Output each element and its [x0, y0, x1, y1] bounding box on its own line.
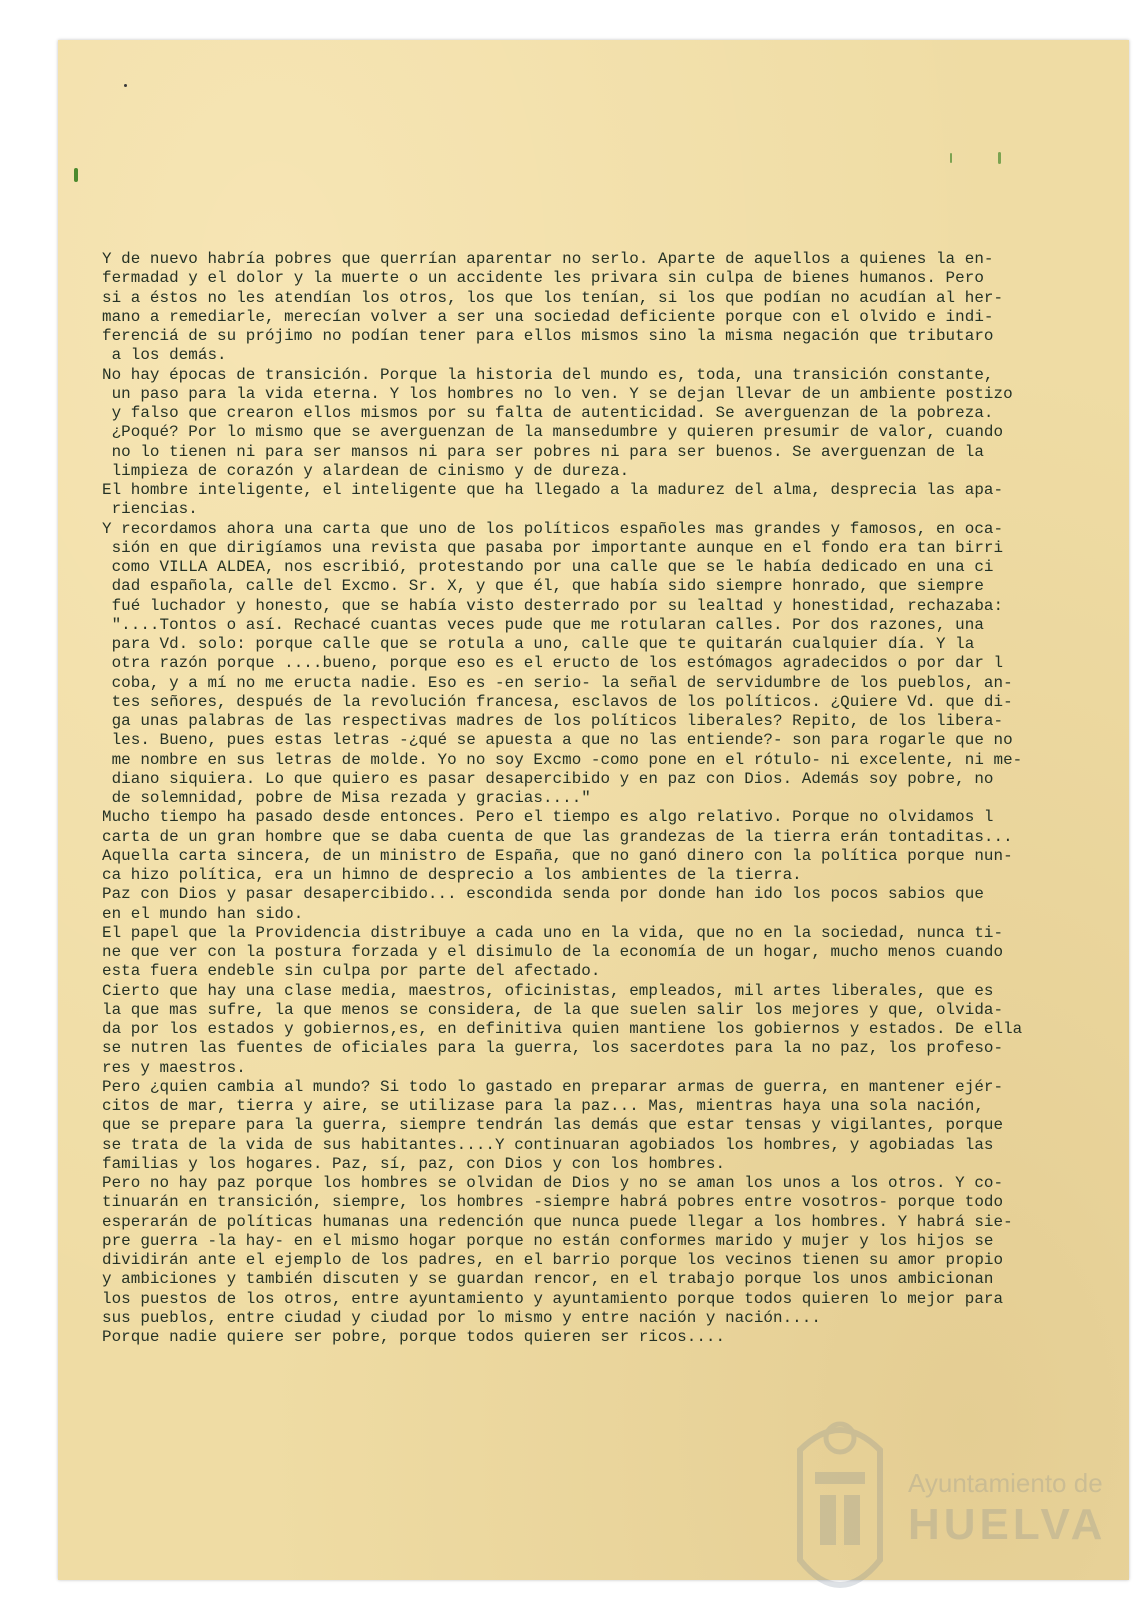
text-line: que se prepare para la guerra, siempre tendrán las demás que estar tensas y vigilantes, porque [102, 1116, 1004, 1135]
text-line: dad española, calle del Excmo. Sr. X, y que él, que había sido siempre honrado, que siempre [102, 577, 984, 596]
text-line: citos de mar, tierra y aire, se utilizase para la paz... Mas, mientras haya una sola nación, [102, 1097, 984, 1115]
ayuntamiento-watermark [780, 1410, 1110, 1610]
text-line: a los demás. [102, 346, 227, 365]
green-ink-mark [74, 168, 78, 182]
text-line: y falso que crearon ellos mismos por su falta de autenticidad. Se averguenzan de la pobreza. [102, 404, 994, 422]
text-line: fué luchador y honesto, que se había visto desterrado por su lealtad y honestidad, rechazaba: [102, 596, 1004, 615]
text-line: de solemnidad, pobre de Misa rezada y gracias...." [102, 789, 591, 807]
watermark-line-2: HUELVA [908, 1500, 1107, 1549]
text-line: Aquella carta sincera, de un ministro de España, que no ganó dinero con la política porque nun- [102, 846, 1013, 865]
text-line: carta de un gran hombre que se daba cuenta de que las grandezas de la tierra erán tontaditas... [102, 827, 1013, 846]
text-line: y ambiciones y también discuten y se guardan rencor, en el trabajo porque los unos ambicionan [102, 1270, 994, 1289]
text-line: diano siquiera. Lo que quiero es pasar desapercibido y en paz con Dios. Además soy pobre, no [102, 769, 994, 788]
text-line: mano a remediarle, merecían volver a ser una sociedad deficiente porque con el olvido e indi- [102, 307, 994, 326]
text-line: tinuarán en transición, siempre, los hombres -siempre habrá pobres entre vosotros- porque todo [102, 1193, 1004, 1212]
text-line: esta fuera endeble sin culpa por parte del afectado. [102, 962, 601, 981]
text-line: Pero no hay paz porque los hombres se olvidan de Dios y no se aman los unos a los otros. Y co- [102, 1174, 1004, 1192]
text-line: ferenciá de su prójimo no podían tener para ellos mismos sino la misma negación que tributaro [102, 327, 994, 345]
text-line: Porque nadie quiere ser pobre, porque todos quieren ser ricos.... [102, 1328, 726, 1346]
text-line: res y maestros. [102, 1058, 246, 1077]
text-line: pre guerra -la hay- en el mismo hogar porque no están conformes marido y mujer y los hijos se [102, 1231, 994, 1250]
text-line: se nutren las fuentes de oficiales para la guerra, los sacerdotes para la no paz, los profeso- [102, 1039, 1004, 1058]
text-line: sus pueblos, entre ciudad y ciudad por lo mismo y entre nación y nación.... [102, 1308, 821, 1327]
text-line: Y recordamos ahora una carta que uno de los políticos españoles mas grandes y famosos, en oca- [102, 519, 1004, 538]
text-line: como VILLA ALDEA, nos escribió, protestando por una calle que se le había dedicado en una ci [102, 558, 994, 576]
text-line: limpieza de corazón y alardean de cinismo y de dureza. [102, 461, 630, 480]
text-line: da por los estados y gobiernos,es, en definitiva quien mantiene los gobiernos y estados. De ella [102, 1020, 1023, 1038]
text-line: se trata de la vida de sus habitantes....Y continuaran agobiados los hombres, y agobiadas las [102, 1135, 994, 1154]
text-line: ga unas palabras de las respectivas madres de los políticos liberales? Repito, de los libera- [102, 712, 1004, 730]
text-line: sión en que dirigíamos una revista que pasaba por importante aunque en el fondo era tan birri [102, 538, 1004, 557]
text-line: les. Bueno, pues estas letras -¿qué se apuesta a que no las entiende?- son para rogarle que no [102, 731, 1013, 750]
paper-sheet [58, 40, 1129, 1580]
text-line: ¿Poqué? Por lo mismo que se averguenzan de la mansedumbre y quieren presumir de valor, cuando [102, 423, 1004, 442]
text-line: ca hizo política, era un himno de desprecio a los ambientes de la tierra. [102, 866, 802, 884]
text-line: tes señores, después de la revolución francesa, esclavos de los políticos. ¿Quiere Vd. que di- [102, 692, 1013, 711]
text-line: la que mas sufre, la que menos se considera, de la que suelen salir los mejores y que, olvida- [102, 1000, 1004, 1019]
text-line: Paz con Dios y pasar desapercibido... escondida senda por donde han ido los pocos sabios que [102, 885, 984, 904]
text-line: No hay épocas de transición. Porque la historia del mundo es, toda, una transición constante, [102, 365, 994, 384]
green-ink-mark [124, 84, 127, 87]
text-line: me nombre en sus letras de molde. Yo no soy Excmo -como pone en el rótulo- ni excelente, ni me- [102, 750, 1023, 769]
text-line: fermadad y el dolor y la muerte o un accidente les privara sin culpa de bienes humanos. Pero [102, 269, 984, 288]
green-ink-mark [998, 152, 1001, 164]
text-line: los puestos de los otros, entre ayuntamiento y ayuntamiento porque todos quieren lo mejor para [102, 1289, 1004, 1308]
text-line: esperarán de políticas humanas una redención que nunca puede llegar a los hombres. Y habrá sie- [102, 1212, 1013, 1231]
text-line: si a éstos no les atendían los otros, los que los tenían, si los que podían no acudían al her- [102, 288, 1004, 307]
text-line: dividirán ante el ejemplo de los padres, en el barrio porque los vecinos tienen su amor propio [102, 1251, 1004, 1269]
watermark-line-1: Ayuntamiento de [908, 1468, 1103, 1498]
text-line: Cierto que hay una clase media, maestros, oficinistas, empleados, mil artes liberales, que es [102, 981, 994, 1000]
text-line: El hombre inteligente, el inteligente que ha llegado a la madurez del alma, desprecia las apa- [102, 481, 1004, 499]
text-line: otra razón porque ....bueno, porque eso es el eructo de los estómagos agradecidos o por dar l [102, 654, 1004, 673]
text-line: Y de nuevo habría pobres que querrían aparentar no serlo. Aparte de aquellos a quienes la en- [102, 250, 994, 268]
coat-of-arms-icon [780, 1410, 900, 1610]
text-line: familias y los hogares. Paz, sí, paz, con Dios y con los hombres. [102, 1154, 726, 1173]
text-line: Pero ¿quien cambia al mundo? Si todo lo gastado en preparar armas de guerra, en mantener ejér- [102, 1077, 1004, 1096]
text-line: Mucho tiempo ha pasado desde entonces. Pero el tiempo es algo relativo. Porque no olvidamos l [102, 808, 994, 827]
text-line: coba, y a mí no me eructa nadie. Eso es -en serio- la señal de servidumbre de los pueblos, an- [102, 673, 1013, 692]
text-line: El papel que la Providencia distribuye a cada uno en la vida, que no en la sociedad, nunca ti- [102, 923, 1004, 942]
text-line: "....Tontos o así. Rechacé cuantas veces pude que me rotularan calles. Por dos razones, una [102, 615, 984, 634]
typewritten-body-text [102, 250, 1102, 1347]
text-line: riencias. [102, 500, 198, 519]
text-line: en el mundo han sido. [102, 904, 304, 923]
green-ink-mark [950, 153, 952, 163]
text-line: no lo tienen ni para ser mansos ni para ser pobres ni para ser buenos. Se averguenzan de la [102, 442, 984, 461]
text-line: ne que ver con la postura forzada y el disimulo de la economía de un hogar, mucho menos cuando [102, 943, 1004, 961]
text-line: un paso para la vida eterna. Y los hombres no lo ven. Y se dejan llevar de un ambiente postizo [102, 384, 1013, 403]
text-line: para Vd. solo: porque calle que se rotula a uno, calle que te quitarán cualquier día. Y la [102, 635, 975, 653]
